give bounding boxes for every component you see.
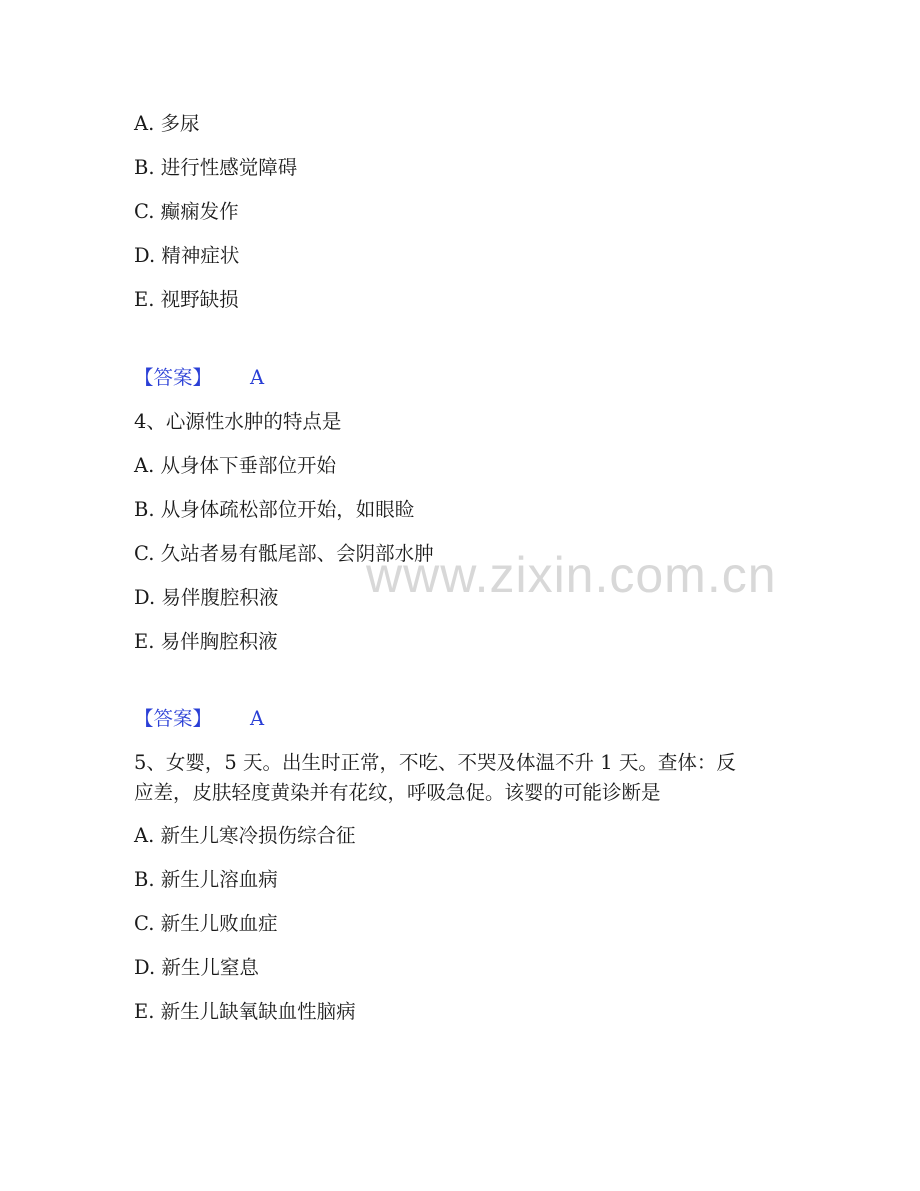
q3-option-b: B. 进行性感觉障碍 <box>134 156 298 179</box>
q5-stem-line-2: 应差，皮肤轻度黄染并有花纹，呼吸急促。该婴的可能诊断是 <box>134 781 661 804</box>
q5-stem-line-1: 5、女婴，5 天。出生时正常，不吃、不哭及体温不升 1 天。查体：反 <box>134 751 736 774</box>
q5-option-a: A. 新生儿寒冷损伤综合征 <box>134 824 356 847</box>
q4-answer <box>134 705 264 733</box>
q5-option-e: E. 新生儿缺氧缺血性脑病 <box>134 1000 356 1023</box>
q4-option-b: B. 从身体疏松部位开始，如眼睑 <box>134 498 415 521</box>
answer-label: 【答案】 <box>134 366 213 389</box>
q4-option-d: D. 易伴腹腔积液 <box>134 586 279 609</box>
answer-value: A <box>250 707 265 730</box>
q4-option-a: A. 从身体下垂部位开始 <box>134 454 336 477</box>
q3-option-a: A. 多尿 <box>134 112 200 135</box>
q5-option-d: D. 新生儿窒息 <box>134 956 259 979</box>
q3-answer <box>134 364 264 392</box>
q3-option-d: D. 精神症状 <box>134 244 240 267</box>
q3-option-c: C. 癫痫发作 <box>134 200 239 223</box>
q4-option-c: C. 久站者易有骶尾部、会阴部水肿 <box>134 542 434 565</box>
watermark-text: www.zixin.com.cn <box>366 547 777 603</box>
answer-label: 【答案】 <box>134 707 213 730</box>
q4-stem: 4、心源性水肿的特点是 <box>134 410 342 433</box>
q4-option-e: E. 易伴胸腔积液 <box>134 630 278 653</box>
q3-option-e: E. 视野缺损 <box>134 288 239 311</box>
answer-value: A <box>250 366 265 389</box>
q5-option-b: B. 新生儿溶血病 <box>134 868 278 891</box>
q5-option-c: C. 新生儿败血症 <box>134 912 278 935</box>
